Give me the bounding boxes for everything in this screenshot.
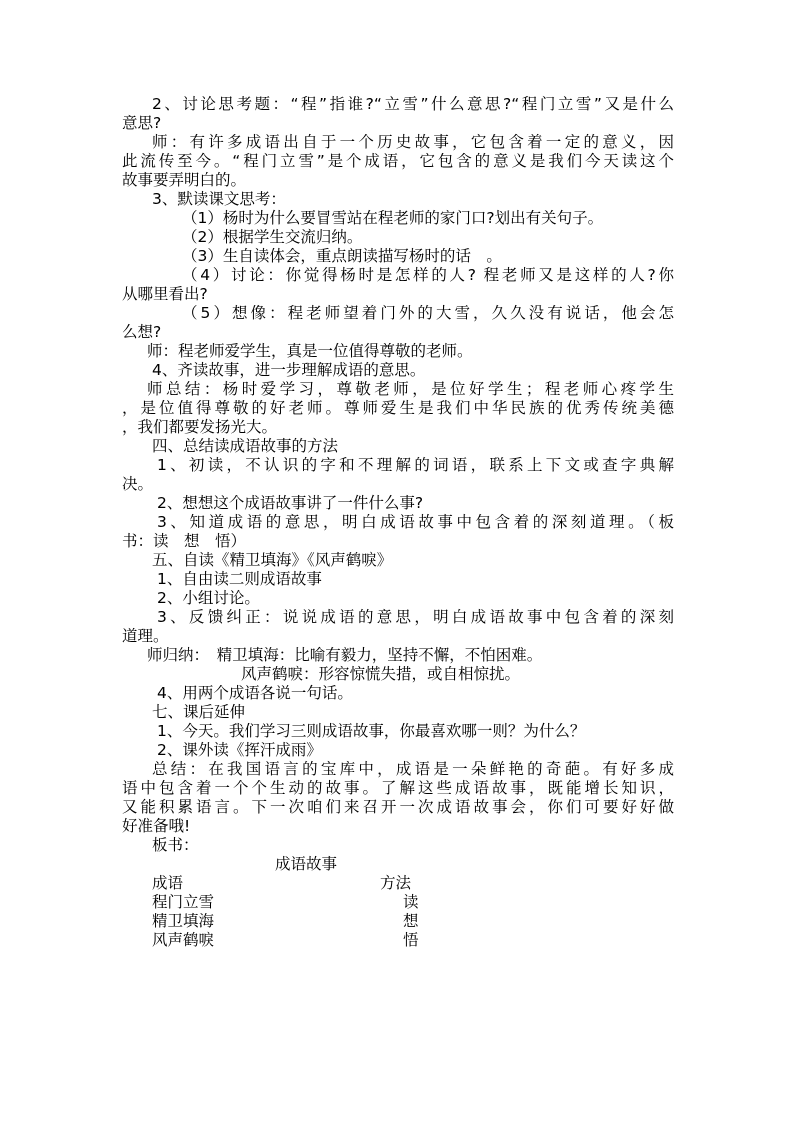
activity-line: 4、用两个成语各说一句话。 <box>157 684 353 702</box>
method-line-end: 书：读 想 悟） <box>122 532 247 550</box>
method-line-end: 决。 <box>122 475 154 493</box>
method-line: 3、知道成语的意思，明白成语故事中包含着的深刻道理。（板 <box>157 513 674 531</box>
blackboard-method: 想 <box>403 912 419 930</box>
section-heading: 五、自读《精卫填海》《风声鹤唳》 <box>152 551 393 569</box>
sub-step-line-end: 从哪里看出? <box>122 285 208 303</box>
sub-step-line: （4）讨论：你觉得杨时是怎样的人? 程老师又是这样的人?你 <box>182 266 674 284</box>
activity-line: 2、小组讨论。 <box>157 589 260 607</box>
summary-line: 又能积累语言。下一次咱们来召开一次成语故事会，你们可要好好做 <box>122 798 674 816</box>
activity-line-end: 道理。 <box>122 627 169 645</box>
sub-step-line: （1）杨时为什么要冒雪站在程老师的家门口?划出有关句子。 <box>182 209 604 227</box>
extension-line: 1、今天。我们学习三则成语故事，你最喜欢哪一则？为什么？ <box>157 722 586 740</box>
discussion-question-line-end: 意思? <box>122 114 162 132</box>
step-heading: 4、齐读故事，进一步理解成语的意思。 <box>152 361 426 379</box>
blackboard-idiom: 精卫填海 <box>152 912 215 930</box>
teacher-remark-line-end: 故事要弄明白的。 <box>122 171 247 189</box>
method-line: 2、想想这个成语故事讲了一件什么事? <box>157 494 424 512</box>
summary-line: 总结：在我国语言的宝库中，成语是一朵鲜艳的奇葩。有好多成 <box>152 760 674 778</box>
method-line: 1、初读，不认识的字和不理解的词语，联系上下文或查字典解 <box>157 456 674 474</box>
sub-step-line: （2）根据学生交流归纳。 <box>182 228 363 246</box>
teacher-summary-line: ，是位值得尊敬的好老师。尊师爱生是我们中华民族的优秀传统美德 <box>122 399 674 417</box>
blackboard-idiom-header: 成语 <box>152 874 184 892</box>
section-heading: 七、课后延伸 <box>152 703 246 721</box>
step-heading: 3、默读课文思考： <box>152 190 286 208</box>
sub-step-line-end: 么想? <box>122 323 162 341</box>
teacher-induction-line: 风声鹤唳：形容惊慌失措，或自相惊扰。 <box>241 665 521 683</box>
extension-line: 2、课外读《挥汗成雨》 <box>157 741 322 759</box>
blackboard-idiom: 风声鹤唳 <box>152 931 215 949</box>
teacher-remark-line: 师：有许多成语出自于一个历史故事，它包含着一定的意义，因 <box>152 133 674 151</box>
sub-step-line: （5）想像：程老师望着门外的大雪，久久没有说话，他会怎 <box>182 304 674 322</box>
blackboard-method: 悟 <box>403 931 419 949</box>
blackboard-method: 读 <box>403 893 419 911</box>
blackboard-method-header: 方法 <box>380 874 412 892</box>
teacher-summary-line-end: ，我们都要发扬光大。 <box>122 418 278 436</box>
blackboard-idiom: 程门立雪 <box>152 893 215 911</box>
blackboard-title: 成语故事 <box>275 855 338 873</box>
sub-step-line: （3）生自读体会，重点朗读描写杨时的话 。 <box>182 247 502 265</box>
teacher-remark-line: 师：程老师爱学生，真是一位值得尊敬的老师。 <box>147 342 473 360</box>
blackboard-label: 板书： <box>152 836 199 854</box>
section-heading: 四、总结读成语故事的方法 <box>152 437 339 455</box>
summary-line: 语中包含着一个个生动的故事。了解这些成语故事，既能增长知识， <box>122 779 674 797</box>
activity-line: 3、反馈纠正：说说成语的意思，明白成语故事中包含着的深刻 <box>157 608 674 626</box>
teacher-remark-line: 此流传至今。“程门立雪”是个成语，它包含的意义是我们今天读这个 <box>122 152 674 170</box>
activity-line: 1、自由读二则成语故事 <box>157 570 322 588</box>
discussion-question-line: 2、讨论思考题：“程”指谁?“立雪”什么意思?“程门立雪”又是什么 <box>152 95 674 113</box>
teacher-summary-line: 师总结：杨时爱学习，尊敬老师，是位好学生；程老师心疼学生 <box>147 380 674 398</box>
teacher-induction-line: 师归纳： 精卫填海：比喻有毅力，坚持不懈，不怕困难。 <box>147 646 543 664</box>
summary-line-end: 好准备哦! <box>122 817 191 835</box>
